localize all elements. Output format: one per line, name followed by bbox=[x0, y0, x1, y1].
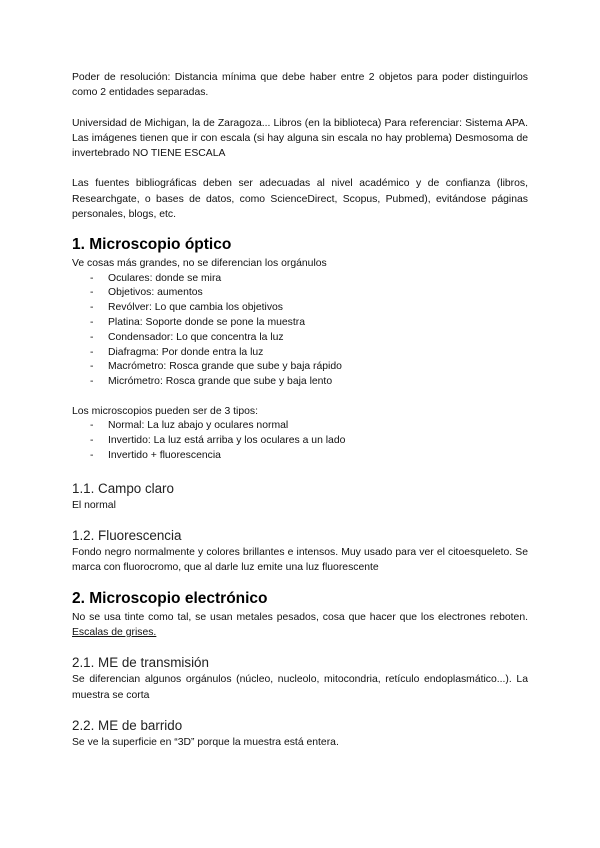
list-dash-marker: - bbox=[90, 361, 94, 373]
list-item-text: Normal: La luz abajo y oculares normal bbox=[108, 420, 289, 432]
subsection-2-1-heading: 2.1. ME de transmisión bbox=[72, 655, 209, 671]
references-paragraph: Universidad de Michigan, la de Zaragoza... Libros (en la biblioteca) Para referenciar: Sistema APA. Las imágenes tienen que ir con escala (si hay alguna sin escala no hay problema) Desmosoma de invertebrado NO TIENE ESCALA bbox=[72, 117, 528, 160]
list-item-text: Macrómetro: Rosca grande que sube y baja rápido bbox=[108, 361, 342, 373]
subsection-1-1-heading: 1.1. Campo claro bbox=[72, 480, 174, 496]
list-item bbox=[72, 434, 528, 449]
list-dash-marker: - bbox=[90, 272, 94, 284]
section-1-heading: 1. Microscopio óptico bbox=[72, 236, 232, 254]
list-dash-marker: - bbox=[90, 449, 94, 461]
list-dash-marker: - bbox=[90, 287, 94, 299]
list-item bbox=[72, 286, 528, 301]
section-2-main-text: No se usa tinte como tal, se usan metales pesados, cosa que hacer que los electrones reboten. bbox=[72, 611, 528, 623]
list-item bbox=[72, 449, 528, 464]
list-dash-marker: - bbox=[90, 376, 94, 388]
subsection-2-2-heading: 2.2. ME de barrido bbox=[72, 717, 183, 733]
list-item bbox=[72, 419, 528, 434]
grayscale-note: Escalas de grises. bbox=[72, 626, 157, 638]
list-item bbox=[72, 316, 528, 331]
list-dash-marker: - bbox=[90, 420, 94, 432]
list-item bbox=[72, 301, 528, 316]
list-item-text: Condensador: Lo que concentra la luz bbox=[108, 331, 284, 343]
subsection-2-1-text: Se diferencian algunos orgánulos (núcleo, nucleolo, mitocondria, retículo endoplasmático...). La muestra se corta bbox=[72, 674, 528, 701]
subsection-1-2-heading: 1.2. Fluorescencia bbox=[72, 528, 182, 544]
section-1-lead: Ve cosas más grandes, no se diferencian los orgánulos bbox=[72, 258, 327, 270]
microscope-types-list bbox=[72, 419, 528, 463]
list-dash-marker: - bbox=[90, 317, 94, 329]
list-item-text: Invertido + fluorescencia bbox=[108, 449, 221, 461]
list-item-text: Invertido: La luz está arriba y los oculares a un lado bbox=[108, 435, 346, 447]
list-item bbox=[72, 360, 528, 375]
subsection-1-1-text: El normal bbox=[72, 499, 116, 511]
list-item bbox=[72, 331, 528, 346]
list-dash-marker: - bbox=[90, 331, 94, 343]
list-item-text: Micrómetro: Rosca grande que sube y baja lento bbox=[108, 376, 333, 388]
list-dash-marker: - bbox=[90, 346, 94, 358]
list-item-text: Revólver: Lo que cambia los objetivos bbox=[108, 302, 284, 314]
list-dash-marker: - bbox=[90, 302, 94, 314]
list-item bbox=[72, 375, 528, 390]
section-2-heading: 2. Microscopio electrónico bbox=[72, 589, 268, 607]
types-lead: Los microscopios pueden ser de 3 tipos: bbox=[72, 406, 258, 418]
section-2-text bbox=[72, 610, 528, 641]
list-item bbox=[72, 346, 528, 361]
resolution-paragraph: Poder de resolución: Distancia mínima que debe haber entre 2 objetos para poder distinguirlos como 2 entidades separadas. bbox=[72, 72, 528, 99]
list-item bbox=[72, 272, 528, 287]
subsection-2-2-text: Se ve la superficie en “3D” porque la muestra está entera. bbox=[72, 736, 339, 748]
subsection-1-2-text: Fondo negro normalmente y colores brillantes e intensos. Muy usado para ver el citoesqueleto. Se marca con fluorocromo, que al darle luz emite una luz fluorescente bbox=[72, 547, 528, 574]
document-body bbox=[72, 70, 528, 750]
list-item-text: Objetivos: aumentos bbox=[108, 287, 203, 299]
list-item-text: Oculares: donde se mira bbox=[108, 272, 222, 284]
list-item-text: Diafragma: Por donde entra la luz bbox=[108, 346, 264, 358]
list-item-text: Platina: Soporte donde se pone la muestra bbox=[108, 317, 305, 329]
list-dash-marker: - bbox=[90, 435, 94, 447]
sources-paragraph: Las fuentes bibliográficas deben ser adecuadas al nivel académico y de confianza (libros, Researchgate, o bases de datos, como ScienceDirect, Scopus, Pubmed), evitándose páginas personales, blogs, etc. bbox=[72, 178, 528, 221]
microscope-parts-list bbox=[72, 272, 528, 390]
